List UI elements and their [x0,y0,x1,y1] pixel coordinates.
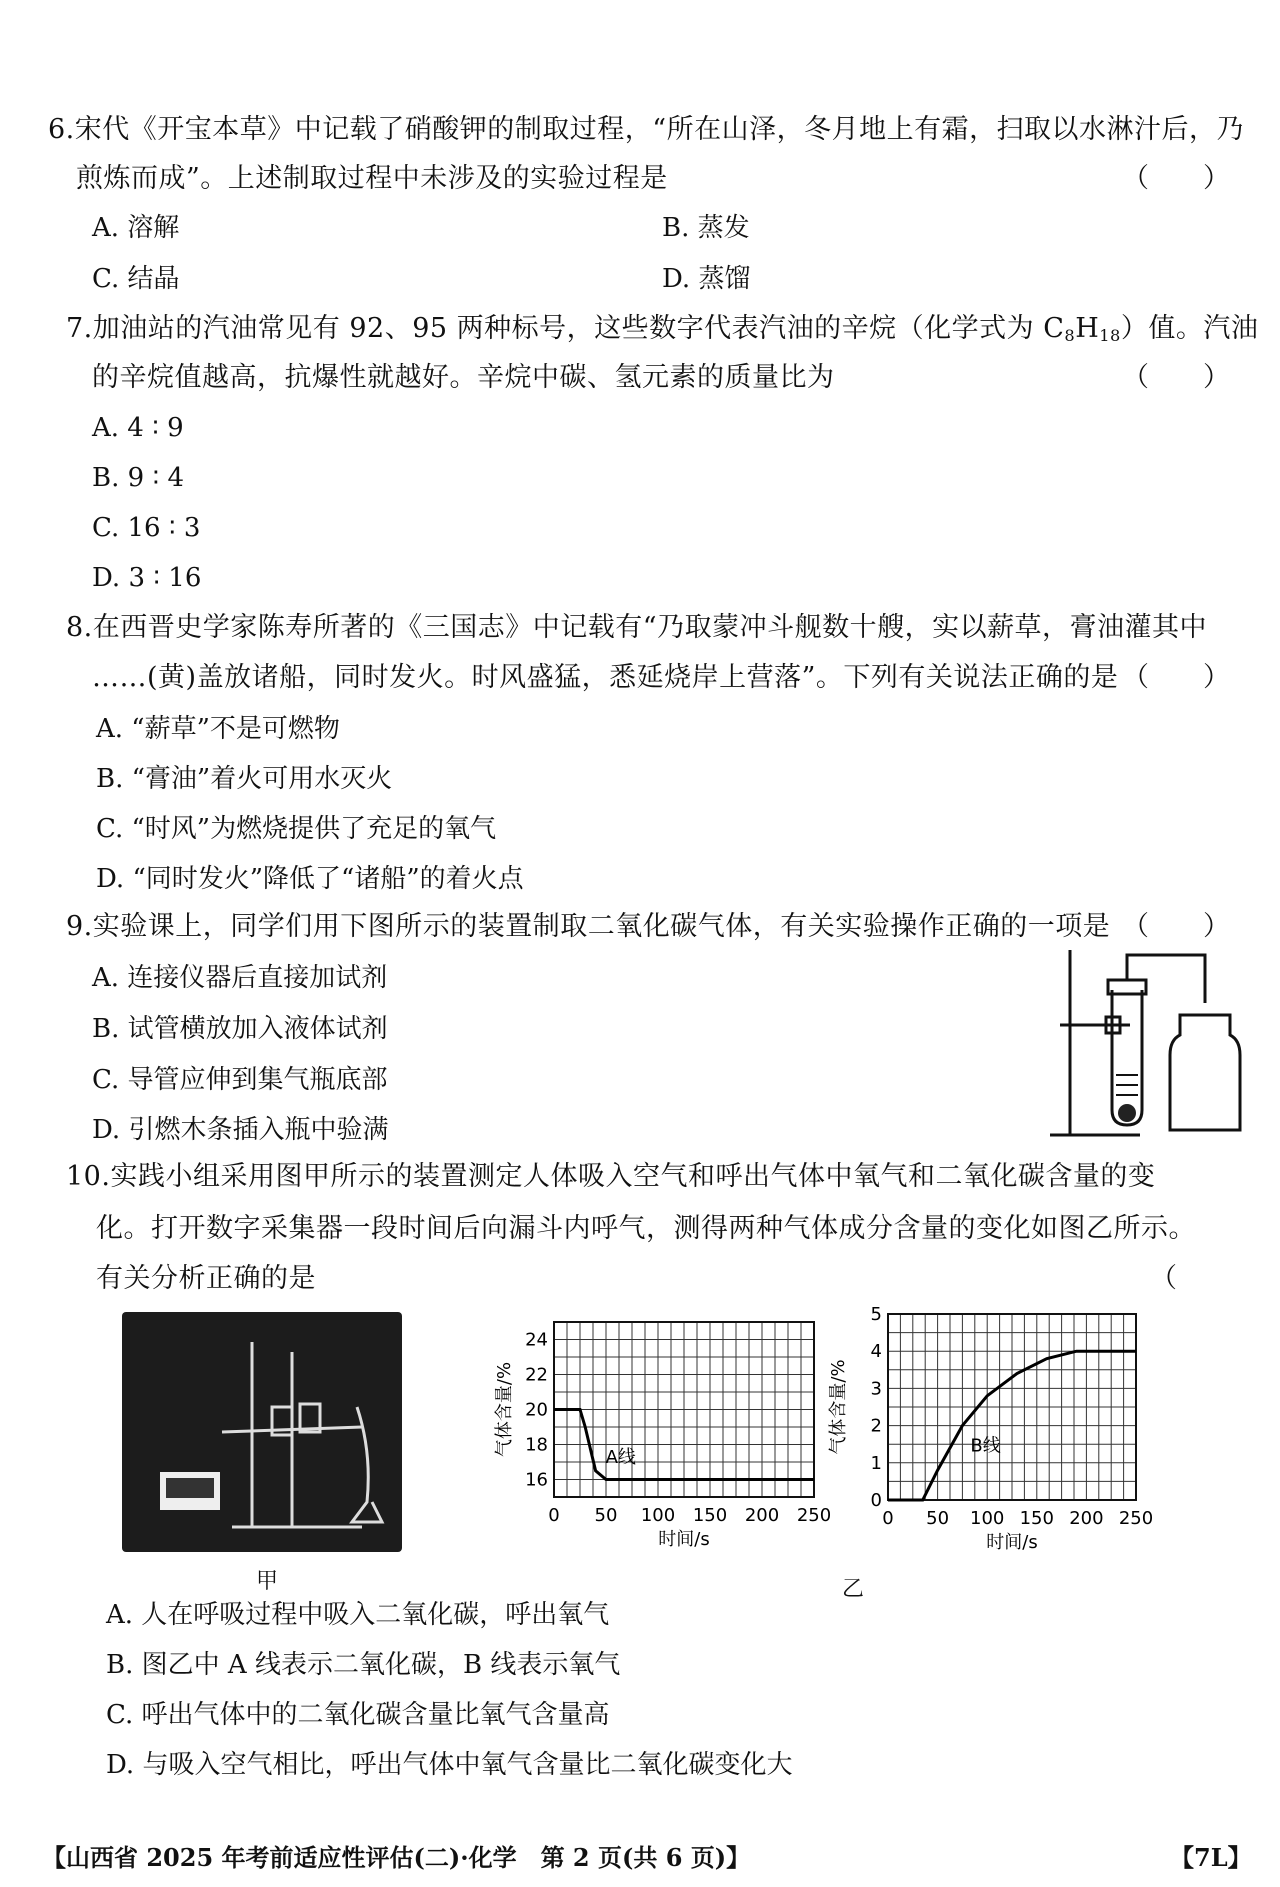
y-tick-label: 22 [525,1364,548,1386]
q6-option-b: B. 蒸发 [662,213,750,243]
x-tick-label: 0 [548,1505,560,1526]
q9-answer-paren: （ ） [1122,911,1230,942]
x-tick-label: 100 [640,1505,676,1526]
x-tick-label: 100 [970,1508,1005,1529]
q6-option-d: D. 蒸馏 [662,264,751,294]
figure-jia-caption: 甲 [256,1569,279,1594]
q7-line2: 的辛烷值越高，抗爆性就越好。辛烷中碳、氢元素的质量比为 [92,362,835,393]
q9-option-a: A. 连接仪器后直接加试剂 [92,963,388,993]
q8-option-a: A. “薪草”不是可燃物 [96,714,340,744]
q8-line2: ……(黄)盖放诸船，同时发火。时风盛猛，悉延烧岸上营落”。下列有关说法正确的是 [92,662,1119,693]
x-tick-label: 50 [926,1508,950,1529]
x-tick-label: 200 [1069,1508,1104,1529]
q7-option-c: C. 16 ∶ 3 [92,513,201,543]
y-tick-label: 3 [870,1378,882,1400]
x-tick-label: 250 [1118,1508,1154,1529]
q10-option-c: C. 呼出气体中的二氧化碳含量比氧气含量高 [106,1700,610,1730]
q10-answer-paren: （ [1150,1263,1177,1294]
q7-option-d: D. 3 ∶ 16 [92,563,202,593]
x-tick-label: 150 [692,1505,728,1526]
q8-option-d: D. “同时发火”降低了“诸船”的着火点 [96,864,524,894]
q6-line2: 煎炼而成”。上述制取过程中未涉及的实验过程是 [76,163,668,194]
y-axis-label: 气体含量/% [828,1359,849,1455]
x-axis-label: 时间/s [658,1529,710,1550]
y-tick-label: 1 [870,1452,882,1474]
apparatus-photo [122,1312,402,1552]
q8-option-c: C. “时风”为燃烧提供了充足的氧气 [96,814,497,844]
y-tick-label: 4 [870,1341,882,1363]
x-tick-label: 200 [744,1505,780,1526]
q10-option-a: A. 人在呼吸过程中吸入二氧化碳，呼出氧气 [106,1600,610,1630]
y-tick-label: 24 [525,1329,548,1351]
chart-co2-b-line [828,1300,1170,1553]
q6-option-a: A. 溶解 [92,213,180,243]
q8-answer-paren: （ ） [1122,662,1230,693]
y-tick-label: 16 [525,1469,548,1491]
y-tick-label: 0 [870,1490,882,1511]
y-tick-label: 5 [870,1304,882,1325]
q9-option-c: C. 导管应伸到集气瓶底部 [92,1065,388,1095]
q10-line3: 有关分析正确的是 [96,1263,316,1294]
x-tick-label: 0 [882,1508,894,1529]
co2-apparatus-figure [1030,935,1250,1145]
y-tick-label: 20 [525,1399,548,1421]
q6-option-c: C. 结晶 [92,264,180,294]
q7-line1-start: 7.加油站的汽油常见有 92、95 两种标号，这些数字代表汽油的辛烷（化学式为 C [66,313,1065,344]
q7-sub-carbon: 8 [1064,326,1076,345]
q8-option-b: B. “膏油”着火可用水灭火 [96,764,393,794]
q9-option-d: D. 引燃木条插入瓶中验满 [92,1115,389,1145]
q9-line1: 9.实验课上，同学们用下图所示的装置制取二氧化碳气体，有关实验操作正确的一项是 [66,911,1111,942]
q7-option-b: B. 9 ∶ 4 [92,463,185,493]
x-axis-label: 时间/s [986,1532,1038,1553]
q10-option-d: D. 与吸入空气相比，呼出气体中氧气含量比二氧化碳变化大 [106,1750,793,1780]
q7-hydrogen: H [1075,313,1100,344]
figure-yi-caption: 乙 [842,1577,865,1602]
q9-option-b: B. 试管横放加入液体试剂 [92,1014,388,1044]
q10-line2: 化。打开数字采集器一段时间后向漏斗内呼气，测得两种气体成分含量的变化如图乙所示。 [96,1213,1196,1244]
q10-line1: 10.实践小组采用图甲所示的装置测定人体吸入空气和呼出气体中氧气和二氧化碳含量的变 [66,1161,1156,1192]
q6-answer-paren: （ ） [1122,163,1230,194]
y-tick-label: 18 [525,1434,548,1456]
q7-option-a: A. 4 ∶ 9 [92,413,184,443]
apparatus-photo-drawing [122,1312,402,1552]
x-tick-label: 250 [796,1505,832,1526]
series-label: B线 [970,1435,1001,1457]
x-tick-label: 50 [594,1505,618,1526]
footer-code: 【7L】 [1170,1843,1252,1872]
reactant-solid [1118,1104,1136,1122]
y-axis-label: 气体含量/% [494,1361,515,1458]
series-label: A线 [605,1446,636,1468]
q8-line1: 8.在西晋史学家陈寿所著的《三国志》中记载有“乃取蒙冲斗舰数十艘，实以薪草，膏油灌其中 [66,612,1208,643]
q10-option-b: B. 图乙中 A 线表示二氧化碳，B 线表示氧气 [106,1650,621,1680]
chart-oxygen-a-line [490,1310,840,1550]
x-tick-label: 150 [1019,1508,1054,1529]
y-tick-label: 2 [870,1415,882,1437]
q6-line1: 6.宋代《开宝本草》中记载了硝酸钾的制取过程，“所在山泽，冬月地上有霜，扫取以水淋汁后，乃 [48,114,1245,145]
q7-line1-end: ）值。汽油 [1120,313,1259,344]
q7-answer-paren: （ ） [1122,362,1230,393]
q7-line1 [66,312,1258,353]
q7-sub-hydrogen: 18 [1099,326,1121,345]
footer-exam-info: 【山西省 2025 年考前适应性评估(二)·化学 第 2 页(共 6 页)】 [42,1843,751,1872]
